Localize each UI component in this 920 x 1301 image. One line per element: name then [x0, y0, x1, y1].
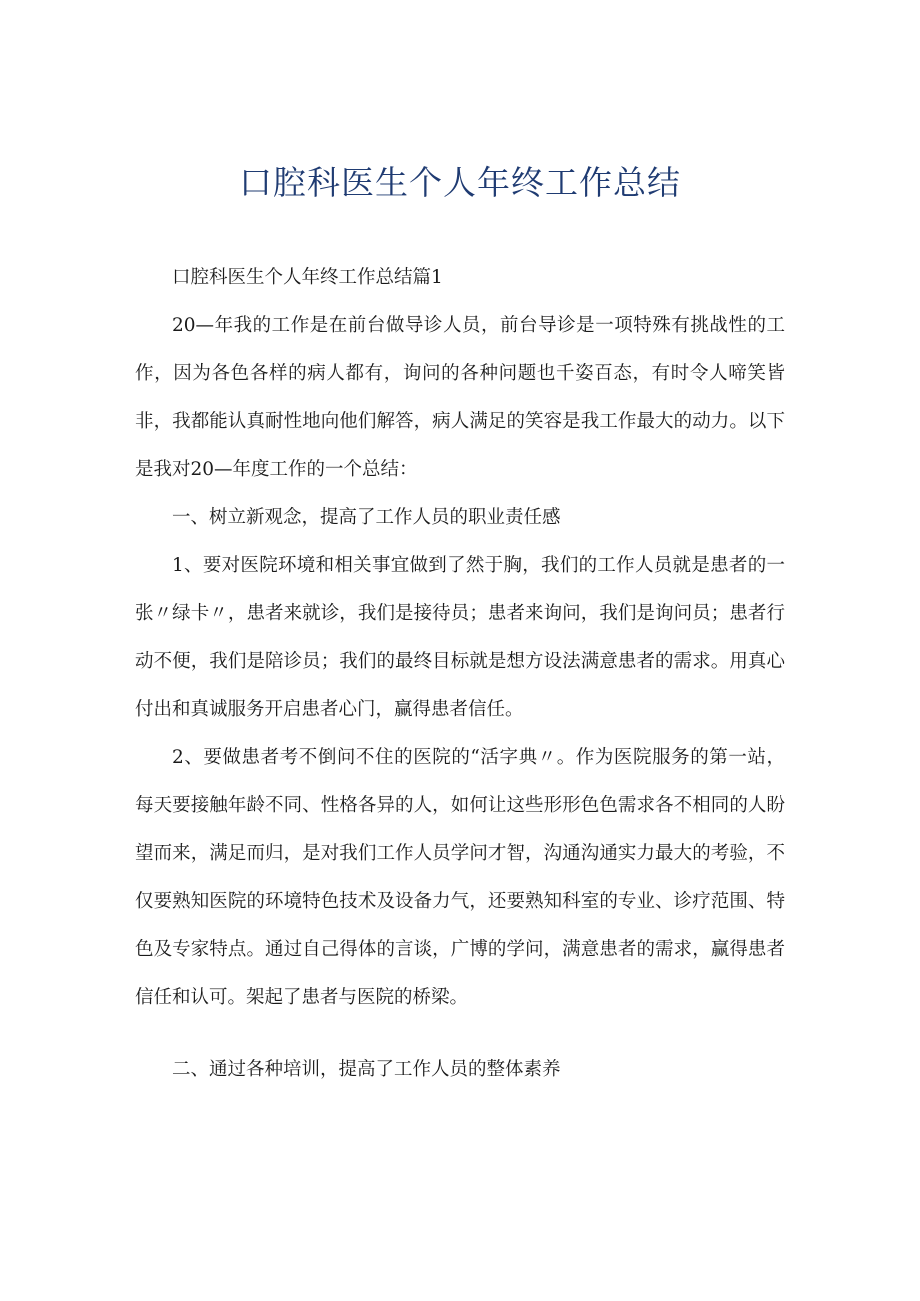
document-title: 口腔科医生个人年终工作总结: [239, 163, 681, 202]
section-heading-2: 二、通过各种培训，提高了工作人员的整体素养: [172, 1059, 561, 1080]
document-body: [135, 254, 785, 1094]
section-heading: 口腔科医生个人年终工作总结篇1: [172, 267, 443, 288]
paragraph-intro: 20—年我的工作是在前台做导诊人员，前台导诊是一项特殊有挑战性的工作，因为各色各样的病人都有，询问的各种问题也千姿百态，有时令人啼笑皆非，我都能认真耐性地向他们解答，病人满足的笑容是我工作最大的动力。以下是我对20—年度工作的一个总结：: [135, 315, 785, 480]
paragraph-item-2: 2、要做患者考不倒问不住的医院的“活字典〃。作为医院服务的第一站，每天要接触年龄不同、性格各异的人，如何让这些形形色色需求各不相同的人盼望而来，满足而归，是对我们工作人员学问才智，沟通沟通实力最大的考验，不仅要熟知医院的环境特色技术及设备力气，还要熟知科室的专业、诊疗范围、特色及专家特点。通过自己得体的言谈，广博的学问，满意患者的需求，赢得患者信任和认可。架起了患者与医院的桥梁。: [135, 747, 785, 1008]
section-heading-1: 一、树立新观念，提高了工作人员的职业责任感: [172, 507, 561, 528]
paragraph-item-1: 1、要对医院环境和相关事宜做到了然于胸，我们的工作人员就是患者的一张〃绿卡〃，患者来就诊，我们是接待员；患者来询问，我们是询问员；患者行动不便，我们是陪诊员；我们的最终目标就是想方设法满意患者的需求。用真心付出和真诚服务开启患者心门，赢得患者信任。: [135, 555, 785, 720]
